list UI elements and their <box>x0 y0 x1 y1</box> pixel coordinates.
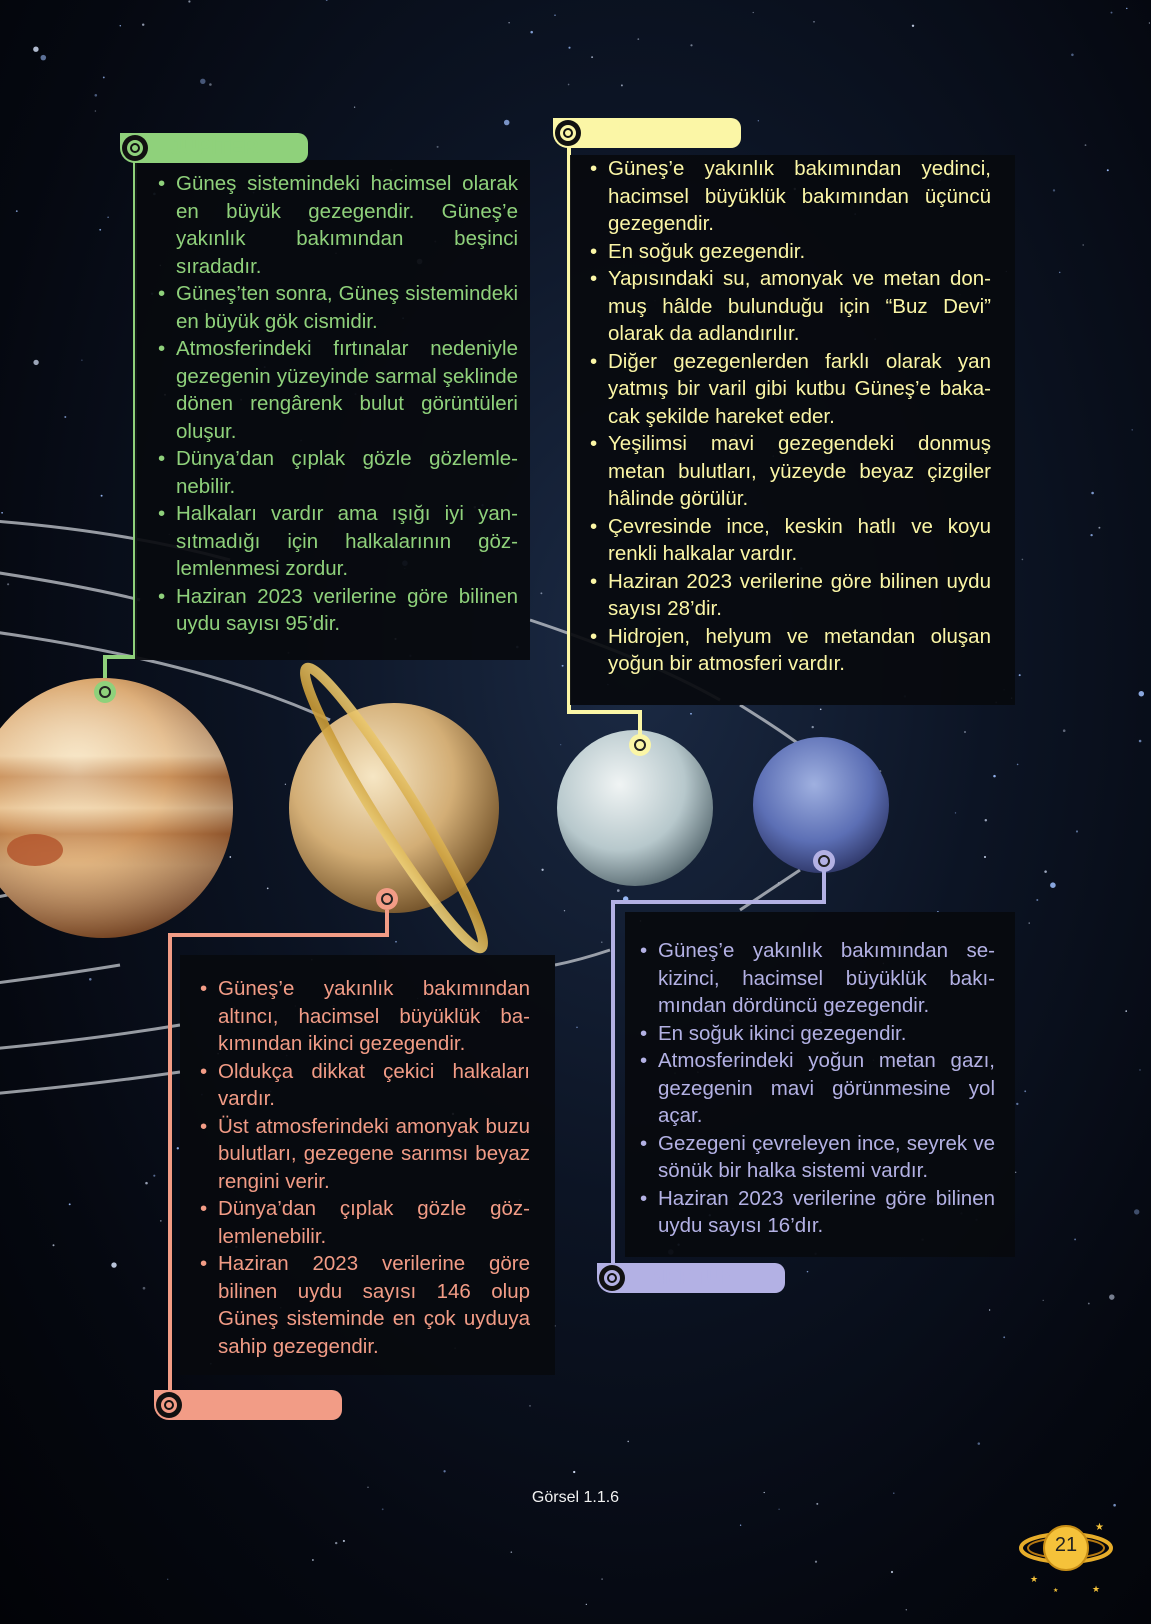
list-item: • Atmosferindeki yoğun metan gazı, gezegenin mavi görünmesine yol açar. <box>640 1049 995 1127</box>
bullet-icon: • <box>200 977 208 1000</box>
svg-text:★: ★ <box>1053 1587 1059 1594</box>
uranus-label: URANÜS <box>553 118 741 148</box>
list-item: • Güneş’e yakınlık bakımından yedinci, hacimsel büyüklük bakımından üçüncü gezegendir. <box>590 157 991 235</box>
uranus-info-panel <box>570 155 1015 705</box>
list-item: • Halkaları vardır ama ışığı iyi yansıtmadığı için halkalarının gözlemlenmesi zordur. <box>158 502 518 580</box>
bullet-icon: • <box>158 282 166 305</box>
list-item: • Dünya’dan çıplak gözle gözlemlenebilir. <box>158 447 518 498</box>
list-item: • Üst atmosferindeki amonyak buzu bulutları, gezegene sarımsı beyaz rengini verir. <box>200 1114 530 1193</box>
jupiter-planet <box>0 678 233 938</box>
jupiter-fact-list <box>158 170 518 638</box>
page-number: 21 <box>1054 1534 1078 1556</box>
target-icon <box>555 120 581 146</box>
list-item: • Haziran 2023 verilerine göre bilinen uydu sayısı 146 olup Güneş sisteminde en çok uyduya sahip gezegendir. <box>200 1252 530 1358</box>
list-item: • En soğuk gezegendir. <box>590 238 991 266</box>
bullet-icon: • <box>590 267 598 290</box>
list-item: • En soğuk ikinci gezegendir. <box>640 1020 995 1048</box>
bullet-icon: • <box>640 939 648 962</box>
bullet-icon: • <box>640 1186 648 1210</box>
neptune-label: NEPTÜN <box>597 1263 785 1293</box>
bullet-icon: • <box>590 239 598 263</box>
list-item: • Güneş sistemindeki hacimsel olarak en büyük gezegendir. Güneş’e yakınlık bakımından beşinci sıradadır. <box>158 172 518 278</box>
bullet-icon: • <box>200 1252 208 1275</box>
target-icon <box>122 135 148 161</box>
list-item: • Oldukça dikkat çekici halkaları vardır. <box>200 1059 530 1110</box>
list-item: • Diğer gezegenlerden farklı olarak yan yatmış bir varil gibi kutbu Güneş’e bakacak şekilde hareket eder. <box>590 349 991 428</box>
list-item: • Yeşilimsi mavi gezegendeki donmuş metan bulutları, yüzeyde beyaz çizgiler hâlinde görülür. <box>590 432 991 510</box>
list-item: • Haziran 2023 verilerine göre bilinen uydu sayısı 28’dir. <box>590 569 991 620</box>
bullet-icon: • <box>200 1197 208 1220</box>
bullet-icon: • <box>158 584 166 608</box>
saturn-planet <box>289 657 499 958</box>
list-item: • Hidrojen, helyum ve metandan oluşan yoğun bir atmosferi vardır. <box>590 624 991 675</box>
list-item: • Güneş’e yakınlık bakımından sekizinci, hacimsel büyüklük bakımından dördüncü gezegendir. <box>640 939 995 1017</box>
target-icon <box>599 1265 625 1291</box>
bullet-icon: • <box>158 447 166 470</box>
bullet-icon: • <box>590 432 598 455</box>
bullet-icon: • <box>640 1049 648 1072</box>
bullet-icon: • <box>158 337 166 360</box>
bullet-icon: • <box>640 1021 648 1045</box>
list-item: • Dünya’dan çıplak gözle gözlemlenebilir. <box>200 1197 530 1248</box>
bullet-icon: • <box>158 172 166 195</box>
bullet-icon: • <box>590 349 598 373</box>
bullet-icon: • <box>590 624 598 648</box>
svg-text:★: ★ <box>1095 1522 1104 1533</box>
svg-text:★: ★ <box>1030 1575 1039 1585</box>
neptune-info-panel <box>625 912 1015 1257</box>
list-item: • Çevresinde ince, keskin hatlı ve koyu renkli halkalar vardır. <box>590 514 991 565</box>
bullet-icon: • <box>640 1131 648 1155</box>
list-item: • Güneş’e yakınlık bakımından altıncı, hacimsel büyüklük bakımından ikinci gezegendir. <box>200 977 530 1055</box>
list-item: • Haziran 2023 verilerine göre bilinen uydu sayısı 16’dır. <box>640 1186 995 1237</box>
bullet-icon: • <box>590 157 598 180</box>
list-item: • Atmosferindeki fırtınalar nedeniyle gezegenin yüzeyinde sarmal şeklinde dönen rengârenk bulut görüntüleri oluşur. <box>158 337 518 443</box>
jupiter-info-panel <box>135 160 530 660</box>
jupiter-label: JÜPİTER <box>120 133 308 163</box>
list-item: • Haziran 2023 verilerine göre bilinen uydu sayısı 95’dir. <box>158 584 518 635</box>
page-number-badge <box>1015 1520 1115 1600</box>
list-item: • Gezegeni çevreleyen ince, seyrek ve sönük bir halka sistemi vardır. <box>640 1131 995 1182</box>
bullet-icon: • <box>590 514 598 538</box>
bullet-icon: • <box>158 502 166 525</box>
bullet-icon: • <box>590 569 598 593</box>
bullet-icon: • <box>200 1114 208 1138</box>
list-item: • Yapısındaki su, amonyak ve metan donmuş hâlde bulunduğu için “Buz Devi” olarak da adlandırılır. <box>590 267 991 345</box>
neptune-fact-list <box>640 937 995 1240</box>
saturn-info-panel <box>180 955 555 1375</box>
figure-caption: Görsel 1.1.6 <box>531 1489 620 1506</box>
target-icon <box>156 1392 182 1418</box>
saturn-label: SATÜRN <box>154 1390 342 1420</box>
list-item: • Güneş’ten sonra, Güneş sistemindeki en büyük gök cismidir. <box>158 282 518 333</box>
saturn-fact-list <box>200 975 530 1360</box>
svg-text:★: ★ <box>1092 1585 1101 1595</box>
bullet-icon: • <box>200 1059 208 1083</box>
uranus-fact-list <box>590 155 991 678</box>
